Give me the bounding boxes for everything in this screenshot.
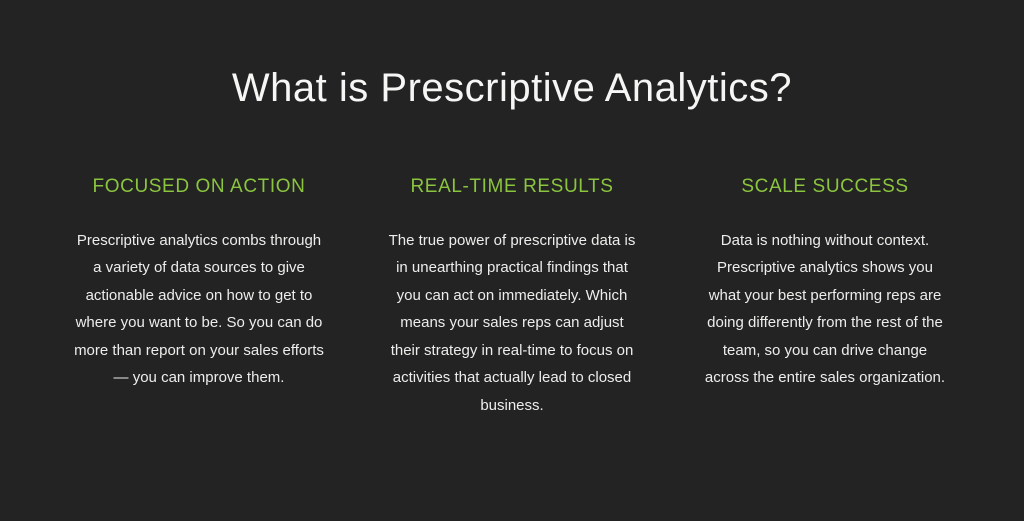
feature-body: Data is nothing without context. Prescriptive analytics shows you what your best performing reps are doing differently from the rest of the team, so you can drive change across the entire sales organization. [704,231,946,387]
feature-column-focused-on-action [74,176,324,419]
page-title: What is Prescriptive Analytics? [231,66,793,110]
feature-heading: SCALE SUCCESS [741,176,909,197]
feature-body: Prescriptive analytics combs through a variety of data sources to give actionable advice on how to get to where you want to be. So you can do more than report on your sales efforts — you can improve them. [74,231,324,387]
feature-heading: FOCUSED ON ACTION [92,176,306,197]
feature-column-real-time-results [387,176,637,419]
feature-body: The true power of prescriptive data is in unearthing practical findings that you can act on immediately. Which means your sales reps can adjust their strategy in real-time to focus on activities that actually lead to closed business. [388,231,636,414]
feature-heading: REAL-TIME RESULTS [410,176,614,197]
feature-column-scale-success [700,176,950,419]
feature-columns-row [74,176,950,419]
